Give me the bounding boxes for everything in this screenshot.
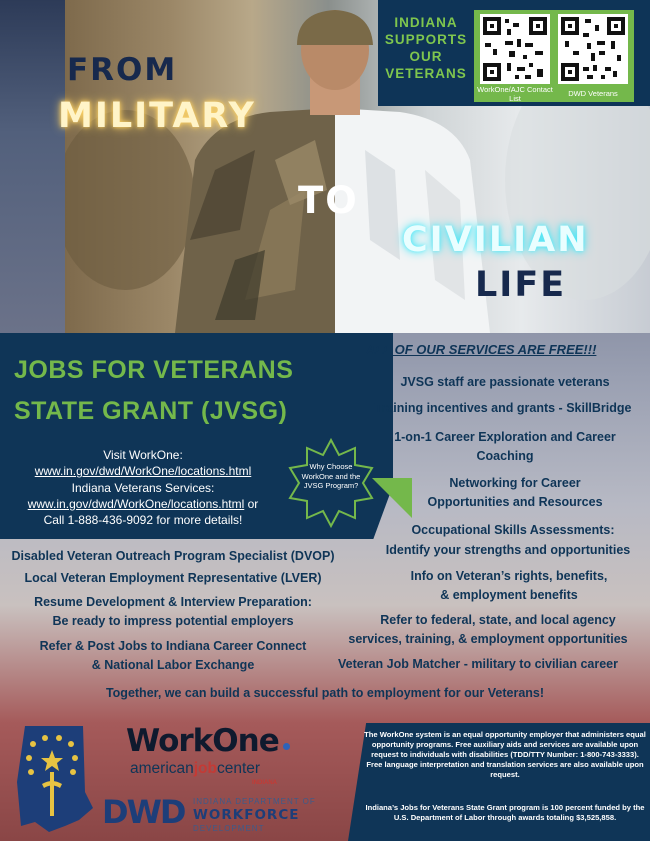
service-item: & employment benefits <box>440 588 578 602</box>
service-item: Networking for Career <box>449 476 581 490</box>
qr-caption-dwd: DWD Veterans <box>568 89 618 98</box>
indiana-supports-text <box>384 14 468 82</box>
dwd-logo-letters: DWD <box>102 793 185 831</box>
hero-word-to: TO <box>298 179 359 222</box>
left-list-item: Resume Development & Interview Preparation: <box>34 595 312 609</box>
hero-word-from: FROM <box>67 52 178 88</box>
contact-info <box>0 447 286 528</box>
service-item: services, training, & employment opportunities <box>348 632 628 646</box>
hero-word-military: MILITARY <box>58 96 256 136</box>
jvsg-title-line: JOBS FOR VETERANS <box>14 356 294 384</box>
ajc-word-job: job <box>193 760 217 777</box>
qr-caption-workone: WorkOne/AJC Contact List <box>477 85 553 103</box>
qr-panel <box>474 10 634 102</box>
qr-code-workone[interactable] <box>480 14 550 84</box>
service-item: Training incentives and grants - SkillBridge <box>374 401 632 415</box>
funding-statement: Indiana’s Jobs for Veterans State Grant program is 100 percent funded by the U.S. Department of Labor through awards totaling $3,525,858. <box>365 803 645 823</box>
ajc-word: center <box>217 760 261 777</box>
service-item: Veteran Job Matcher - military to civilian career <box>338 657 618 671</box>
visit-label: Visit WorkOne: <box>103 448 183 462</box>
dwd-logo-development: DEVELOPMENT <box>193 824 265 833</box>
services-free-header: ALL OF OUR SERVICES ARE FREE!!! <box>366 342 597 357</box>
service-item: Opportunities and Resources <box>427 495 603 509</box>
workone-logo: WorkOne <box>126 723 279 759</box>
indiana-line: VETERANS <box>385 66 467 81</box>
jvsg-title <box>14 350 344 432</box>
qr-icon <box>480 14 550 84</box>
workone-link[interactable]: www.in.gov/dwd/WorkOne/locations.html <box>34 464 252 479</box>
left-list-item: Disabled Veteran Outreach Program Specialist (DVOP) <box>11 549 335 563</box>
qr-code-dwd-veterans[interactable] <box>558 14 628 84</box>
hero-section <box>0 0 650 333</box>
jvsg-title-line: STATE GRANT (JVSG) <box>14 397 288 425</box>
left-list-item: Refer & Post Jobs to Indiana Career Connect <box>39 639 307 653</box>
service-item: Identify your strengths and opportunities <box>385 543 631 557</box>
left-list-item: & National Labor Exchange <box>91 658 255 672</box>
service-item: Refer to federal, state, and local agency <box>380 613 616 627</box>
ivs-link[interactable]: www.in.gov/dwd/WorkOne/locations.html <box>27 496 245 511</box>
service-item: 1-on-1 Career Exploration and Career <box>394 430 616 444</box>
call-text: Call 1-888-436-9092 for more details! <box>43 513 243 528</box>
indiana-line: SUPPORTS <box>384 32 468 47</box>
together-statement: Together, we can build a successful path to employment for our Veterans! <box>105 686 545 700</box>
ajc-word: american <box>130 760 194 777</box>
dwd-logo-workforce: WORKFORCE <box>193 807 300 823</box>
ajc-state-label: INDIANA <box>252 780 277 786</box>
left-list-item: Be ready to impress potential employers <box>52 614 294 628</box>
hero-word-civilian: CIVILIAN <box>402 220 589 260</box>
qr-icon <box>558 14 628 84</box>
dwd-logo-top: INDIANA DEPARTMENT OF <box>193 797 316 806</box>
indiana-state-flag-icon <box>5 722 99 837</box>
starburst-text: Why Choose WorkOne and the JVSG Program? <box>301 462 361 490</box>
indiana-line: OUR <box>409 49 443 64</box>
american-job-center-logo <box>130 760 260 778</box>
workone-logo-dot <box>283 743 290 750</box>
ivs-label: Indiana Veterans Services: <box>71 480 215 495</box>
equal-opportunity-text: The WorkOne system is an equal opportunity employer that administers equal opportunity programs. Free auxiliary aids and services are available upon request to individuals with disabilities (TDD/TTY Number: 1-800-743-3333). Free language interpretation and translation services are also available upon request. <box>364 730 646 780</box>
service-item: JVSG staff are passionate veterans <box>400 375 610 389</box>
hero-word-life: LIFE <box>475 265 567 305</box>
left-list-item: Local Veteran Employment Representative (LVER) <box>24 571 322 585</box>
service-item: Coaching <box>476 449 534 463</box>
ivs-or: or <box>244 496 259 511</box>
service-item: Info on Veteran’s rights, benefits, <box>410 569 608 583</box>
service-item: Occupational Skills Assessments: <box>411 523 615 537</box>
indiana-line: INDIANA <box>394 15 458 30</box>
